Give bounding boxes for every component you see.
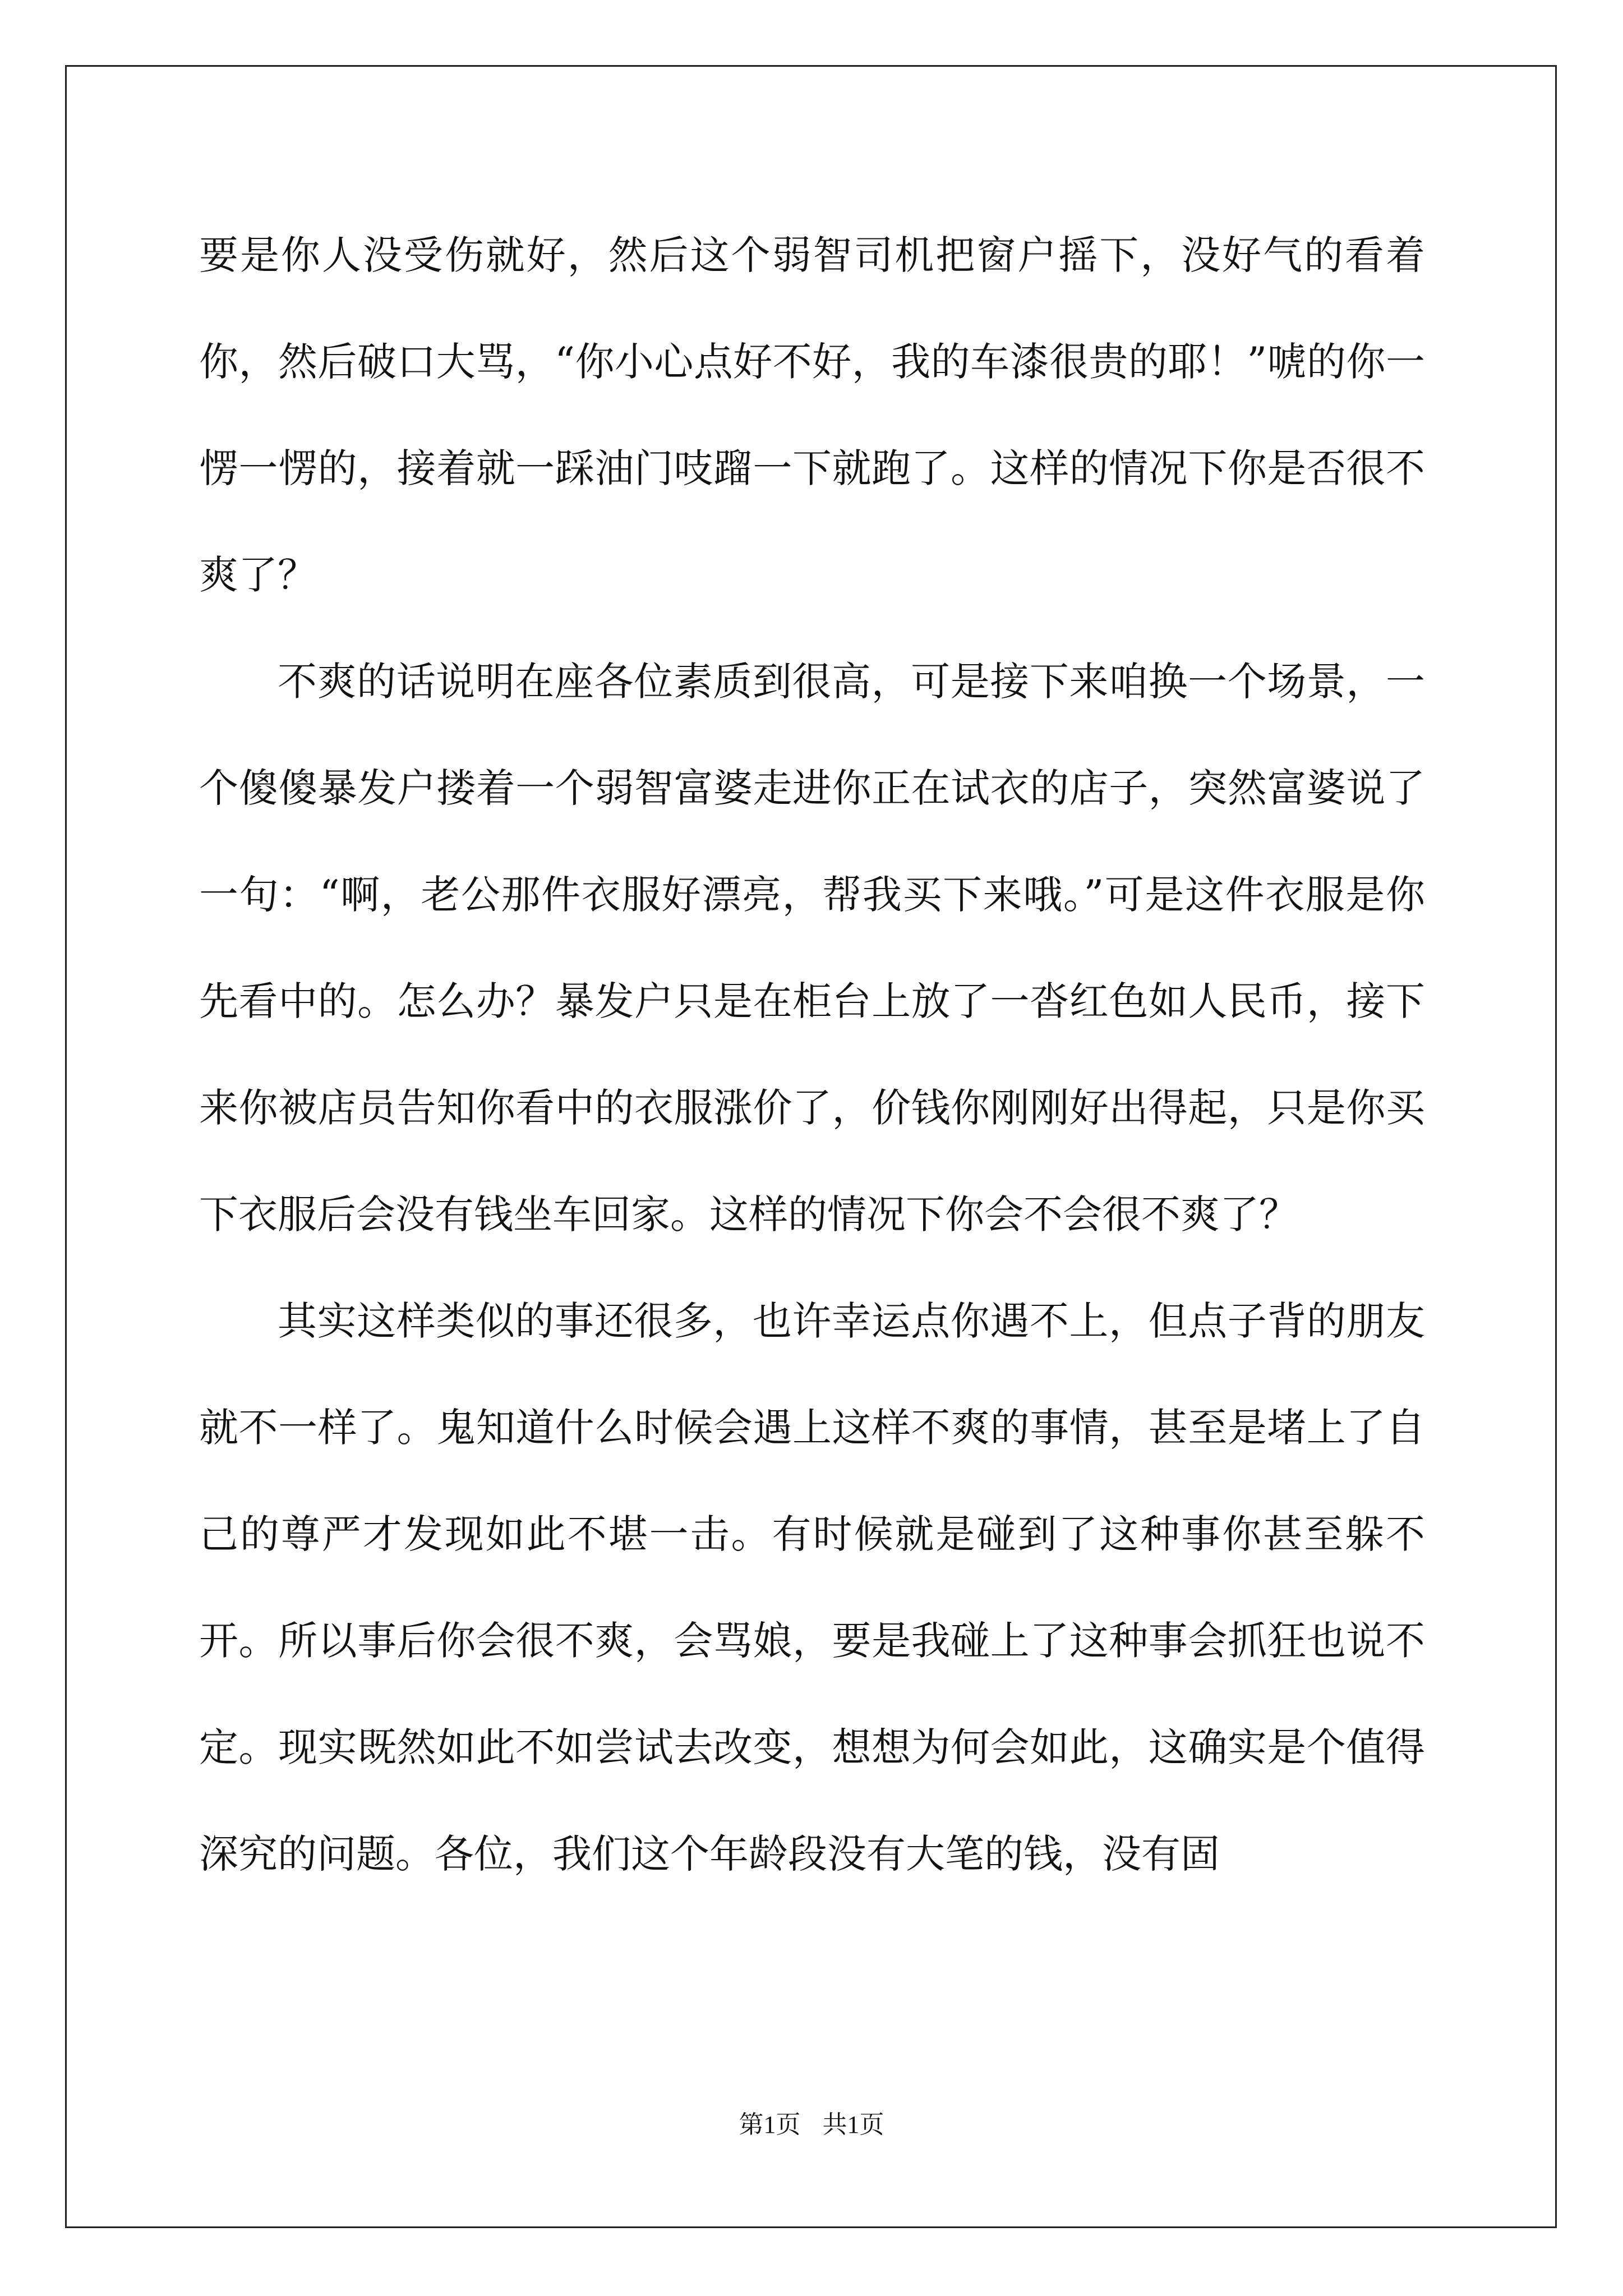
document-body bbox=[199, 202, 1425, 1907]
paragraph-2: 不爽的话说明在座各位素质到很高，可是接下来咱换一个场景，一个傻傻暴发户搂着一个弱智富婆走进你正在试衣的店子，突然富婆说了一句：“啊，老公那件衣服好漂亮，帮我买下来哦。”可是这件衣服是你先看中的。怎么办？暴发户只是在柜台上放了一沓红色如人民币，接下来你被店员告知你看中的衣服涨价了，价钱你刚刚好出得起，只是你买下衣服后会没有钱坐车回家。这样的情况下你会不会很不爽了？ bbox=[199, 659, 1425, 1237]
page-number: 第1页 bbox=[739, 2111, 801, 2138]
paragraph-3: 其实这样类似的事还很多，也许幸运点你遇不上，但点子背的朋友就不一样了。鬼知道什么时候会遇上这样不爽的事情，甚至是堵上了自己的尊严才发现如此不堪一击。有时候就是碰到了这种事你甚至躲不开。所以事后你会很不爽，会骂娘，要是我碰上了这种事会抓狂也说不定。现实既然如此不如尝试去改变，想想为何会如此，这确实是个值得深究的问题。各位，我们这个年龄段没有大笔的钱，没有固 bbox=[199, 1298, 1425, 1877]
paragraph-1: 要是你人没受伤就好，然后这个弱智司机把窗户摇下，没好气的看着你，然后破口大骂，“你小心点好不好，我的车漆很贵的耶！”唬的你一愣一愣的，接着就一踩油门吱蹓一下就跑了。这样的情况下你是否很不爽了？ bbox=[199, 232, 1425, 598]
page-total: 共1页 bbox=[822, 2111, 884, 2138]
page-footer bbox=[0, 2108, 1623, 2142]
